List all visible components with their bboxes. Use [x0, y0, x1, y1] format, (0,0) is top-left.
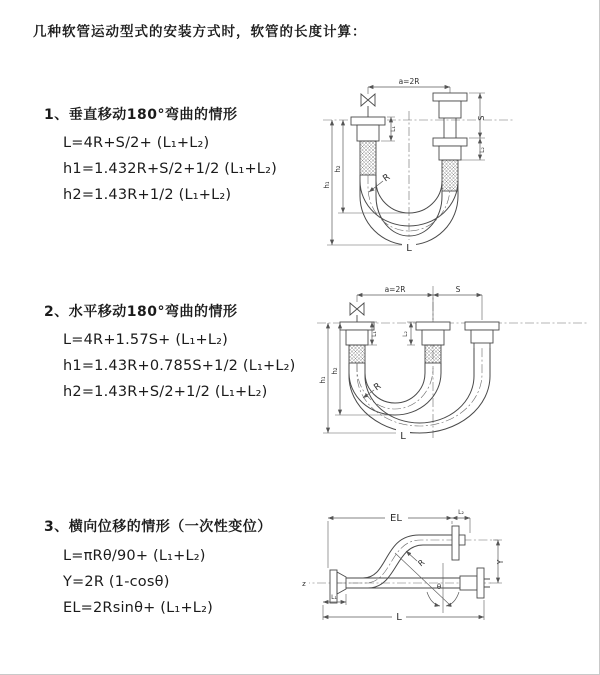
dim-label-s: S [455, 285, 461, 294]
dimension-s [433, 285, 482, 320]
curved-hose-displaced-position [346, 535, 452, 588]
dim-label-h1: h₁ [323, 181, 331, 189]
hose-u-bends [349, 348, 490, 433]
angle-label: θ [436, 583, 442, 591]
dim-label-l1: L₁ [331, 594, 337, 601]
braided-hose-section [360, 141, 376, 175]
dim-label-l2: L₂ [479, 147, 486, 153]
length-callout [402, 240, 416, 254]
valve-icon [350, 303, 364, 322]
middle-hose-fitting [416, 322, 450, 363]
braided-hose-section [425, 345, 441, 363]
diagram-lateral-displacement [293, 493, 600, 633]
radius-callout [406, 551, 427, 568]
length-label: L [396, 612, 402, 623]
length-label: L [400, 431, 406, 442]
dim-label-l1: L₁ [371, 331, 378, 337]
formula-line: h2=1.43R+S/2+1/2 (L₁+L₂) [63, 384, 268, 400]
formula-line: L=4R+S/2+ (L₁+L₂) [63, 135, 210, 151]
dim-label-y: Y [496, 559, 505, 565]
radius-label: R [381, 172, 393, 185]
right-hose-fitting-upper [433, 93, 467, 138]
dimension-a-2r [368, 77, 450, 94]
centerline-break-mark [300, 577, 309, 588]
dim-label-h2: h₂ [334, 165, 342, 173]
left-hose-fitting [351, 117, 385, 175]
section-2-heading: 2、水平移动180°弯曲的情形 [44, 304, 238, 320]
dim-label-l1: L₁ [390, 126, 397, 132]
dimension-l2 [402, 322, 415, 345]
dim-label-s: S [477, 115, 486, 121]
braided-hose-section [442, 160, 458, 191]
dimension-l [323, 600, 484, 623]
page-title: 几种软管运动型式的安装方式时，软管的长度计算： [33, 24, 367, 40]
right-hose-fitting-lower [433, 138, 467, 191]
dimension-y [490, 540, 505, 583]
formula-line: L=πRθ/90+ (L₁+L₂) [63, 548, 206, 564]
formula-line: L=4R+1.57S+ (L₁+L₂) [63, 332, 228, 348]
dim-label-h1: h₁ [319, 376, 327, 384]
braided-hose-section [349, 345, 365, 363]
dim-label-l2: L₂ [402, 331, 409, 337]
formula-line: h1=1.43R+0.785S+1/2 (L₁+L₂) [63, 358, 296, 374]
section-1-heading: 1、垂直移动180°弯曲的情形 [44, 107, 238, 123]
section-3-heading: 3、横向位移的情形（一次性变位） [44, 519, 272, 535]
section-1-formulas [63, 130, 277, 208]
break-mark-label: z [302, 580, 306, 588]
dimension-a-2r [357, 285, 433, 320]
left-hose-fitting [340, 322, 374, 363]
radius-label: R [416, 557, 427, 569]
radius-label: R [372, 381, 384, 394]
section-3-formulas [63, 543, 213, 621]
section-2-formulas [63, 327, 296, 405]
dim-label-a2r: a=2R [398, 77, 420, 86]
formula-line: h2=1.43R+1/2 (L₁+L₂) [63, 187, 232, 203]
displaced-flange-fitting [452, 526, 465, 560]
valve-icon [361, 94, 375, 117]
length-callout [396, 428, 410, 442]
formula-line: h1=1.432R+S/2+1/2 (L₁+L₂) [63, 161, 277, 177]
dimension-s [469, 93, 486, 138]
dim-label-h2: h₂ [331, 367, 339, 375]
dim-label-el: EL [390, 513, 402, 524]
dim-label-a2r: a=2R [384, 285, 406, 294]
dimension-el [328, 511, 452, 568]
length-label: L [406, 243, 412, 254]
formula-line: Y=2R (1-cosθ) [63, 574, 170, 590]
right-hose-fitting [465, 322, 499, 348]
formula-line: EL=2Rsinθ+ (L₁+L₂) [63, 600, 213, 616]
diagram-horizontal-180-bend [303, 278, 599, 463]
dim-label-l2: L₂ [458, 509, 464, 516]
diagram-vertical-180-bend [303, 73, 599, 255]
